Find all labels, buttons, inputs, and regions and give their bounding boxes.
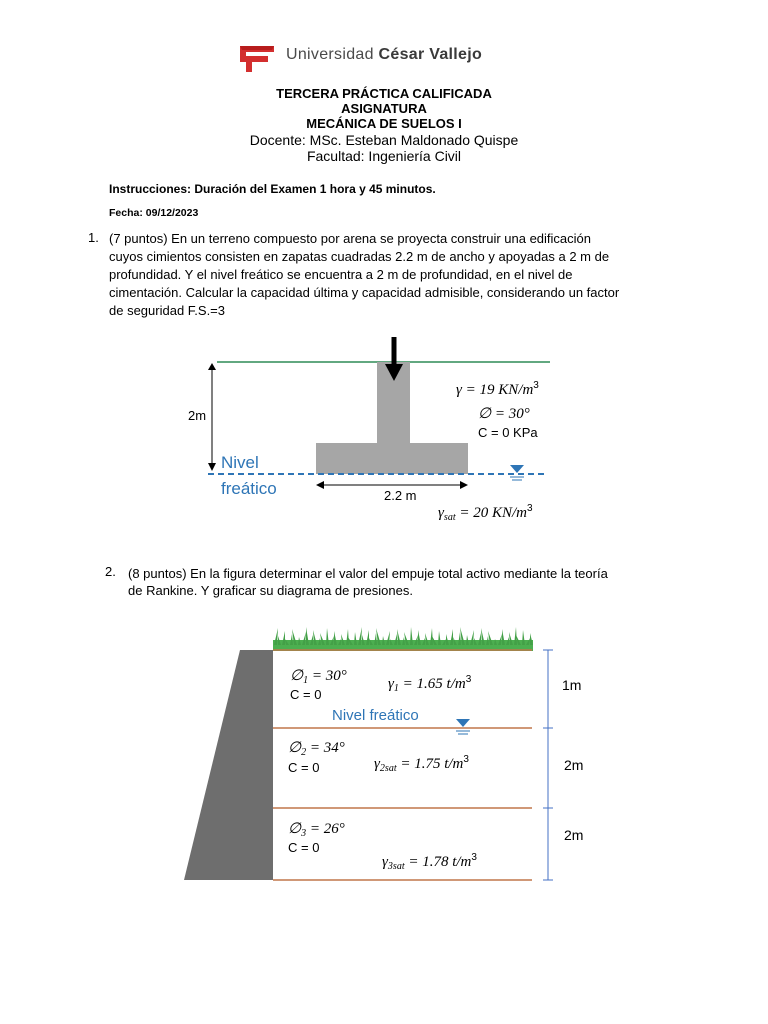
gamma-label: γ = 19 $KN/m^3$ — [456, 380, 539, 398]
university-logo — [238, 42, 538, 74]
layer3-phi: $\emptyset_3 = 26^\circ$ — [288, 821, 345, 839]
exam-title: TERCERA PRÁCTICA CALIFICADA — [276, 86, 492, 101]
subject-label: ASIGNATURA — [341, 101, 427, 116]
q1-figure — [0, 320, 768, 530]
q1-line: de seguridad F.S.=3 — [109, 303, 225, 318]
q1-line: (7 puntos) En un terreno compuesto por arena se proyecta construir una edificación — [109, 231, 591, 246]
retaining-wall — [184, 650, 273, 880]
height-label-2: 2m — [564, 757, 584, 773]
teacher-line: Docente: MSc. Esteban Maldonado Quispe — [249, 132, 519, 148]
layer3-gamma: $\gamma_{3sat} = 1.78$ $t/m^3$ — [382, 852, 477, 872]
q2-line: (8 puntos) En la figura determinar el valor del empuje total activo mediante la teoría — [128, 566, 608, 581]
q2-text — [128, 565, 668, 599]
water-level-icon-2 — [456, 719, 470, 734]
instructions: Instrucciones: Duración del Examen 1 hora y 45 minutos. — [109, 182, 436, 196]
layer1-gamma: $\gamma_1 = 1.65$ $t/m^3$ — [388, 674, 472, 694]
q2-figure — [0, 620, 768, 890]
height-label-1: 1m — [562, 677, 582, 693]
water-label-1: Nivel — [221, 453, 259, 472]
q1-line: cuyos cimientos consisten en zapatas cuadradas 2.2 m de ancho y apoyadas a 2 m de — [109, 249, 610, 264]
layer2-cohesion: C = 0 — [288, 760, 320, 775]
grass-surface — [273, 627, 533, 651]
q2-number: 2. — [105, 564, 116, 579]
footing-base — [316, 443, 468, 474]
exam-date: Fecha: 09/12/2023 — [109, 207, 199, 219]
phi-label: ∅ = 30° — [478, 406, 530, 422]
q1-text — [109, 230, 659, 320]
university-name-plain: Universidad — [286, 46, 379, 63]
water-level-icon — [510, 465, 524, 480]
university-name-bold: César Vallejo — [378, 46, 483, 63]
subject-name: MECÁNICA DE SUELOS I — [306, 116, 462, 131]
width-label: 2.2 m — [384, 488, 417, 503]
cohesion-label: C = 0 KPa — [478, 425, 538, 440]
q2-line: de Rankine. Y graficar su diagrama de presiones. — [128, 583, 413, 598]
q1-line: cimentación. Calcular la capacidad última y capacidad admisible, considerando un factor — [109, 285, 620, 300]
q1-number: 1. — [88, 230, 99, 245]
water-table-label: Nivel freático — [332, 707, 419, 724]
height-label-3: 2m — [564, 827, 584, 843]
water-label-2: freático — [221, 479, 277, 498]
layer2-gamma: $\gamma_{2sat} = 1.75$ $t/m^3$ — [374, 754, 469, 774]
layer1-cohesion: C = 0 — [290, 687, 322, 702]
layer1-phi: $\emptyset_1 = 30^\circ$ — [290, 668, 347, 686]
layer2-phi: $\emptyset_2 = 34^\circ$ — [288, 740, 345, 758]
q1-line: profundidad. Y el nivel freático se encuentra a 2 m de profundidad, en el nivel de — [109, 267, 573, 282]
faculty-line: Facultad: Ingeniería Civil — [306, 148, 462, 164]
university-emblem-icon — [238, 42, 276, 74]
layer3-cohesion: C = 0 — [288, 840, 320, 855]
gamma-sat-label: $\gamma_{sat} = 20$ $KN/m^3$ — [438, 503, 533, 523]
depth-label: 2m — [188, 408, 207, 423]
